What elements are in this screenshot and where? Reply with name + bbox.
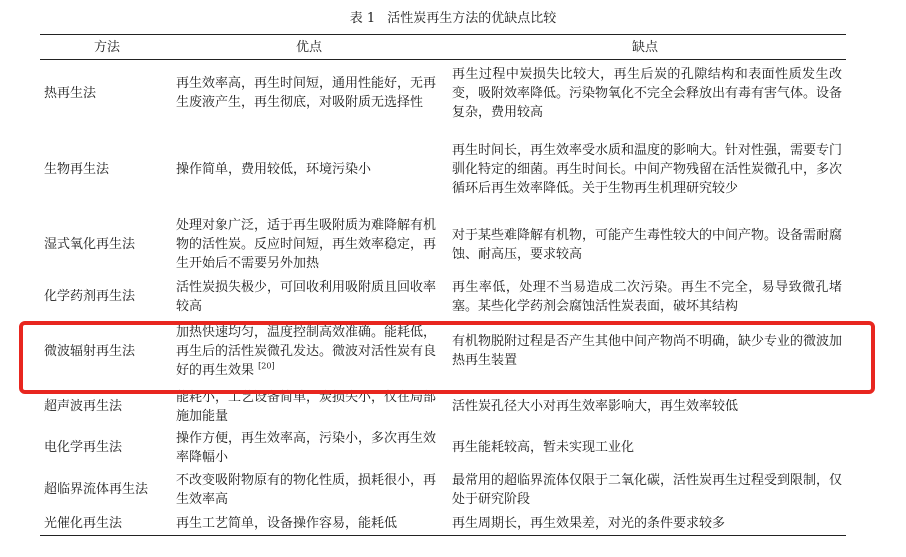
pros-cell — [174, 386, 444, 428]
cons-cell — [444, 468, 846, 512]
table-row — [40, 386, 846, 428]
pros-text: 不改变吸附物原有的物化性质，损耗很小，再生效率高 — [176, 472, 436, 507]
pros-cell — [174, 468, 444, 512]
pros-cell — [174, 317, 444, 386]
cons-cell — [444, 512, 846, 536]
pros-cell — [174, 127, 444, 213]
table-header-row — [40, 35, 846, 60]
cons-text: 再生率低，处理不当易造成二次污染。再生不完全，易导致微孔堵塞。某些化学药剂会腐蚀活性炭表面，破坏其结构 — [452, 279, 842, 314]
method-cell: 热再生法 — [44, 85, 97, 101]
cons-text: 有机物脱附过程是否产生其他中间产物尚不明确，缺少专业的微波加热再生装置 — [452, 334, 842, 368]
cons-cell — [444, 60, 846, 127]
table-title: 活性炭再生方法的优缺点比较 — [387, 11, 557, 26]
comparison-table — [40, 34, 846, 536]
method-cell: 超声波再生法 — [44, 399, 123, 414]
method-cell: 超临界流体再生法 — [44, 482, 149, 497]
citation-marker: [20] — [258, 361, 275, 371]
pros-text: 能耗小，工艺设备简单，炭损失小，仅在局部施加能量 — [176, 389, 436, 424]
table-row — [40, 213, 846, 277]
pros-text: 操作方便，再生效率高，污染小，多次再生效率降幅小 — [176, 430, 436, 465]
cons-text: 再生周期长，再生效果差，对光的条件要求较多 — [452, 515, 726, 531]
cons-text: 最常用的超临界流体仅限于二氧化碳，活性炭再生过程受到限制，仅处于研究阶段 — [452, 472, 842, 507]
cons-text: 活性炭孔径大小对再生效率影响大，再生效率较低 — [452, 399, 739, 414]
cons-cell — [444, 213, 846, 277]
header-method: 方法 — [40, 35, 174, 60]
table-row — [40, 468, 846, 512]
cons-cell — [444, 277, 846, 317]
pros-text: 加热快速均匀，温度控制高效准确。能耗低，再生后的活性炭微孔发达。微波对活性炭有良好的再生效果 — [176, 324, 436, 378]
cons-cell — [444, 386, 846, 428]
table-caption — [0, 10, 906, 28]
pros-text: 处理对象广泛，适于再生吸附质为难降解有机物的活性炭。反应时间短，再生效率稳定，再生开始后不需要另外加热 — [176, 218, 436, 271]
cons-cell — [444, 317, 846, 386]
cons-text: 再生时间长，再生效率受水质和温度的影响大。针对性强，需要专门驯化特定的细菌。再生时间长。中间产物残留在活性炭微孔中，多次循环后再生效率降低。关于生物再生机理研究较少 — [452, 143, 842, 196]
pros-text: 活性炭损失极少，可回收利用吸附质且回收率较高 — [176, 279, 436, 314]
table-row — [40, 60, 846, 127]
table-row — [40, 428, 846, 468]
table-row-highlighted — [40, 317, 846, 386]
method-cell: 电化学再生法 — [44, 440, 123, 455]
table-number: 表 1 — [349, 11, 376, 26]
cons-text: 再生能耗较高，暂未实现工业化 — [452, 440, 635, 455]
pros-text: 再生工艺简单，设备操作容易，能耗低 — [176, 515, 398, 531]
cons-cell — [444, 428, 846, 468]
method-cell: 光催化再生法 — [40, 512, 174, 536]
cons-cell — [444, 127, 846, 213]
pros-text: 再生效率高，再生时间短，通用性能好，无再生废液产生，再生彻底，对吸附质无选择性 — [176, 76, 436, 111]
pros-text: 操作简单，费用较低，环境污染小 — [176, 162, 372, 177]
pros-cell — [174, 512, 444, 536]
table-row — [40, 127, 846, 213]
method-cell: 微波辐射再生法 — [44, 343, 136, 359]
method-cell: 湿式氧化再生法 — [44, 237, 136, 252]
cons-text: 再生过程中炭损失比较大，再生后炭的孔隙结构和表面性质发生改变，吸附效率降低。污染物氧化不完全会释放出有毒有害气体。设备复杂，费用较高 — [452, 66, 842, 120]
pros-cell — [174, 277, 444, 317]
pros-cell — [174, 428, 444, 468]
header-pros: 优点 — [174, 35, 444, 60]
cons-text: 对于某些难降解有机物，可能产生毒性较大的中间产物。设备需耐腐蚀、耐高压，要求较高 — [452, 227, 842, 262]
pros-cell — [174, 60, 444, 127]
method-cell: 化学药剂再生法 — [44, 289, 136, 304]
pros-cell — [174, 213, 444, 277]
header-cons: 缺点 — [444, 35, 846, 60]
table-row — [40, 512, 846, 536]
method-cell: 生物再生法 — [44, 162, 110, 177]
table-row — [40, 277, 846, 317]
